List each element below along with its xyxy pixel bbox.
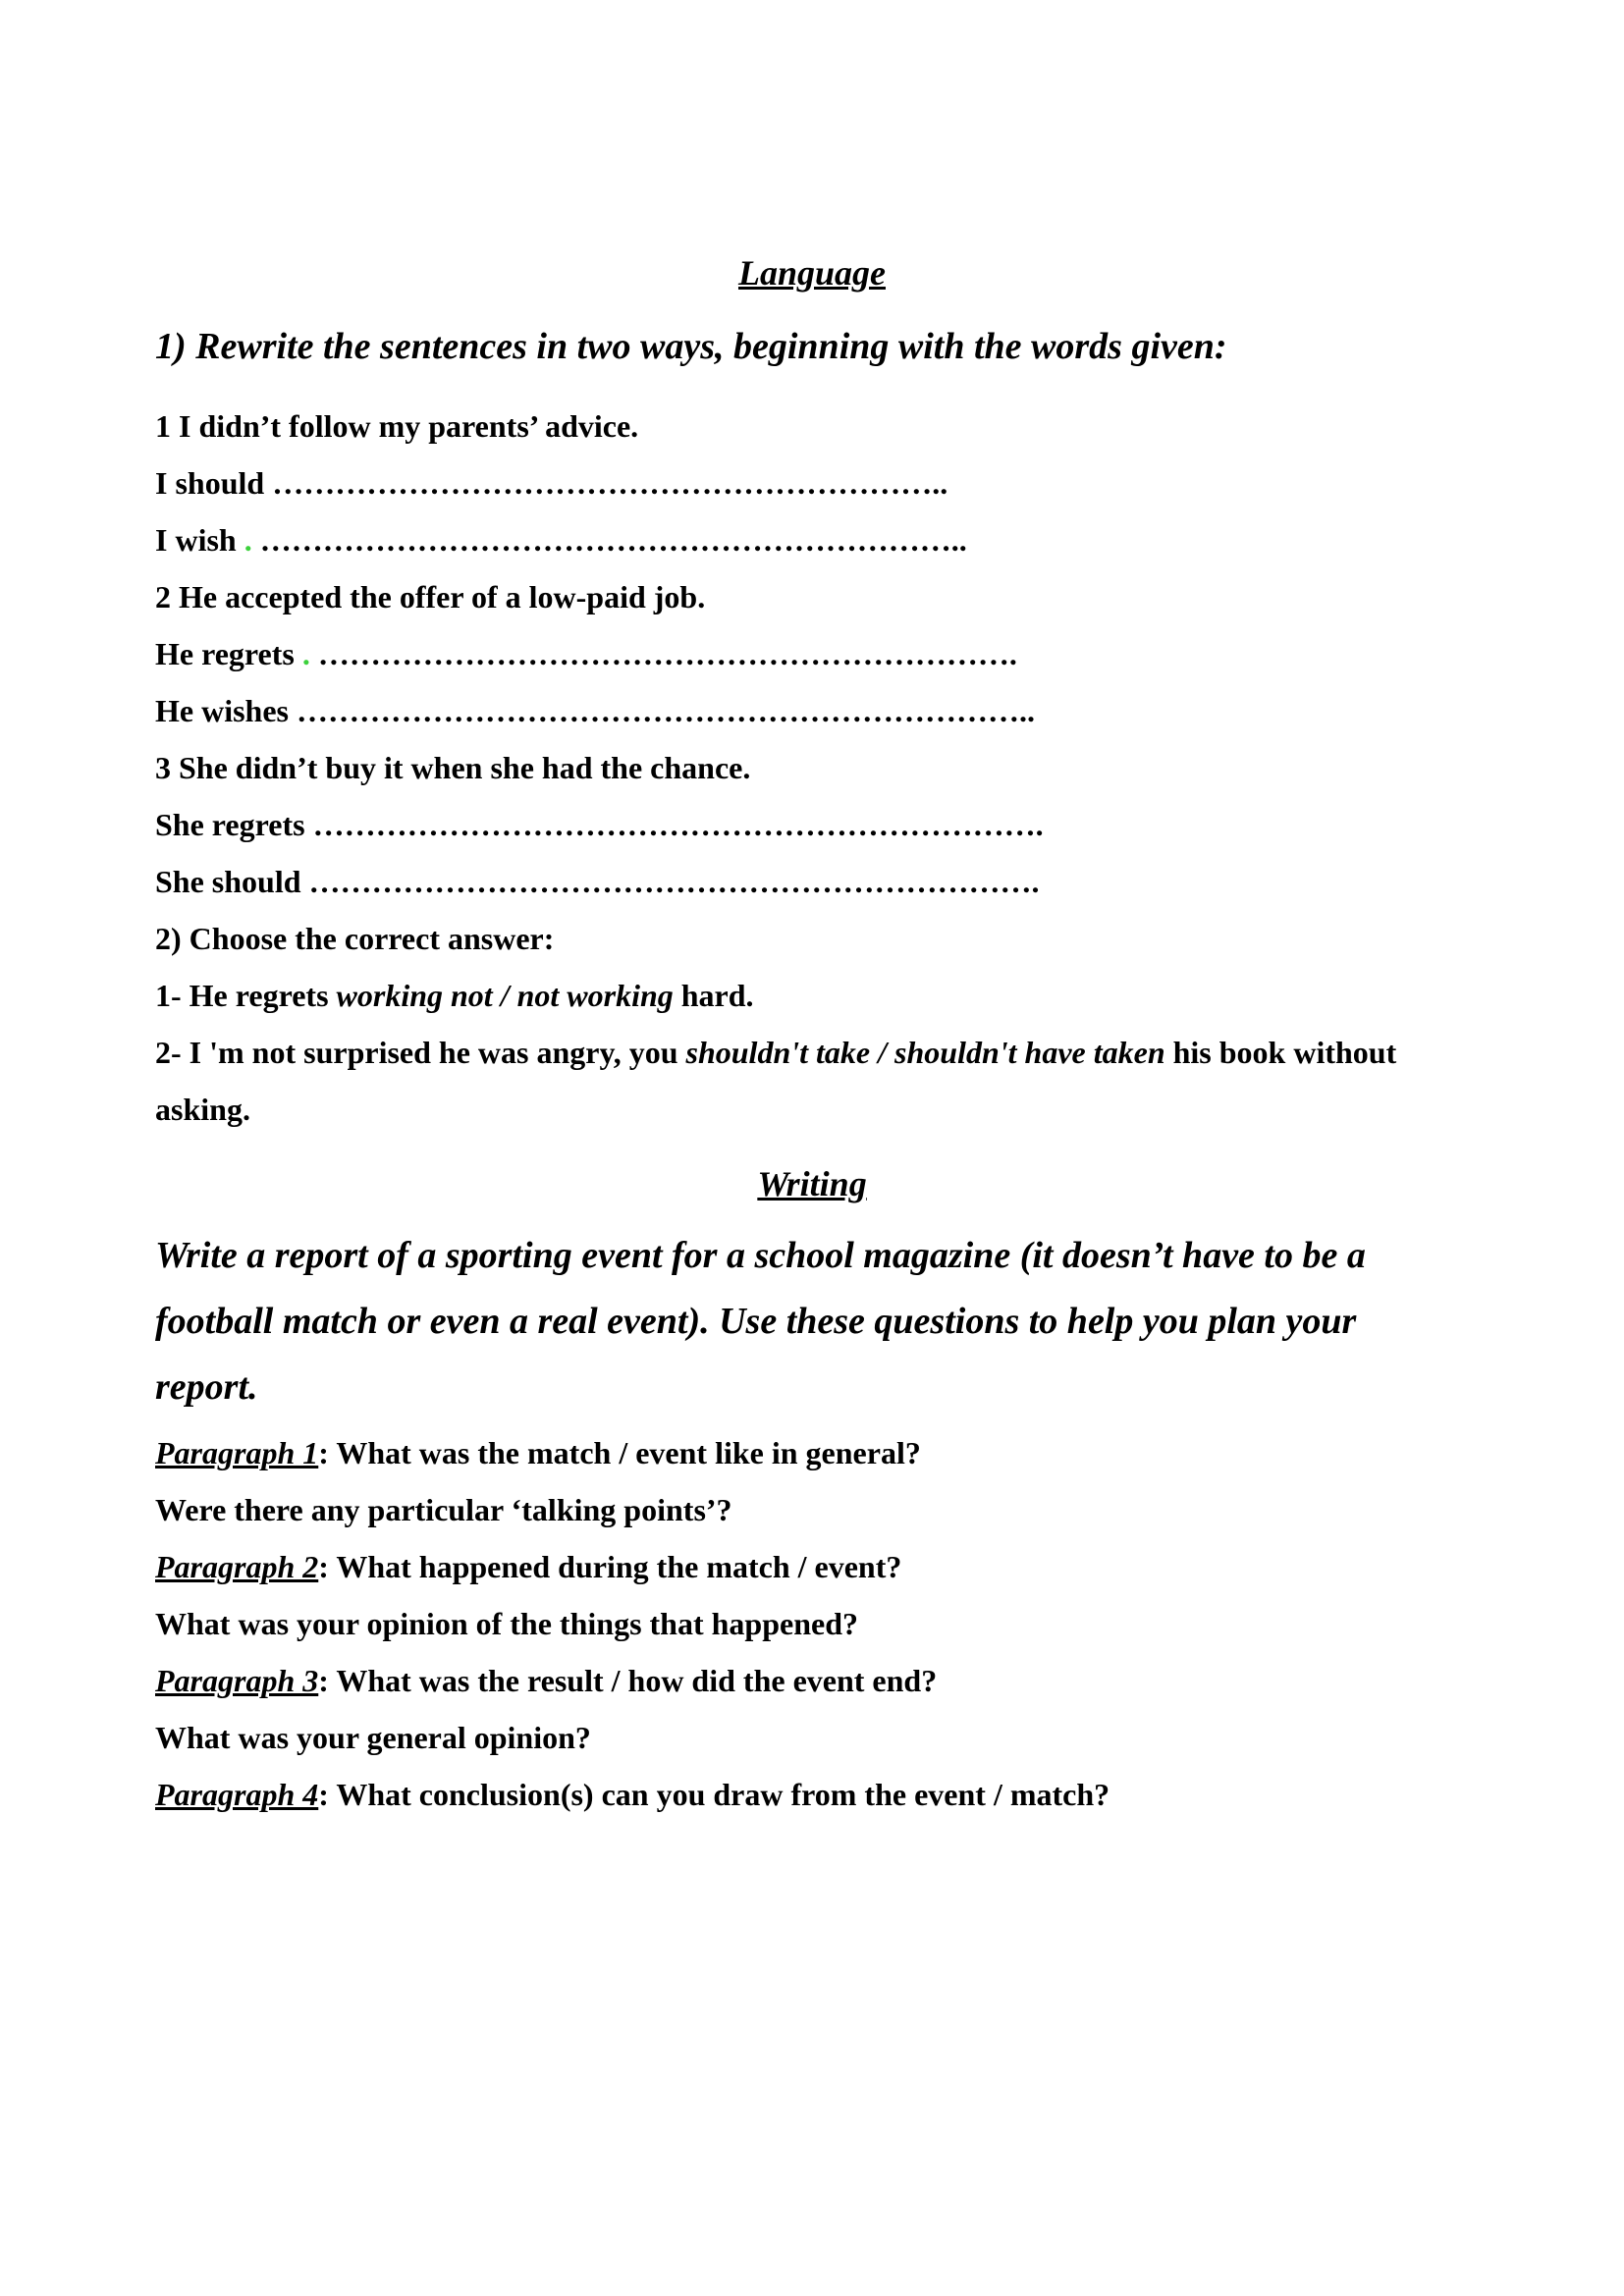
item-3-answer-a: She regrets ……………………………………………………………. xyxy=(155,807,1044,842)
green-mark: . xyxy=(244,522,252,558)
choice-2-options: shouldn't take / shouldn't have taken xyxy=(685,1035,1165,1070)
paragraph-1-label: Paragraph 1 xyxy=(155,1435,319,1470)
choice-2-end: his book without xyxy=(1164,1035,1397,1070)
paragraph-3-q2: What was your general opinion? xyxy=(155,1720,591,1755)
choice-1-options: working not / not working xyxy=(336,978,674,1013)
paragraph-1-q1: : What was the match / event like in general? xyxy=(318,1435,921,1470)
writing-task-line-2: football match or even a real event). Use these questions to help you plan your xyxy=(155,1301,1357,1342)
item-1-sentence: 1 I didn’t follow my parents’ advice. xyxy=(155,408,639,444)
choice-2-start: 2- I 'm not surprised he was angry, you xyxy=(155,1035,686,1070)
paragraph-1-question xyxy=(155,1433,921,1472)
item-1-b-start: I wish xyxy=(155,522,244,558)
item-2-a-start: He regrets xyxy=(155,636,302,671)
item-2-sentence: 2 He accepted the offer of a low-paid job. xyxy=(155,579,706,614)
paragraph-2-q1: : What happened during the match / event? xyxy=(318,1549,902,1584)
item-3-sentence: 3 She didn’t buy it when she had the chance. xyxy=(155,750,751,785)
choice-1-end: hard. xyxy=(673,978,754,1013)
item-1-answer-b xyxy=(155,520,967,560)
writing-heading: Writing xyxy=(757,1164,867,1203)
paragraph-2-question xyxy=(155,1547,901,1586)
item-2-answer-a xyxy=(155,634,1017,673)
item-2-a-rest: …………………………………………………………. xyxy=(309,636,1017,671)
task-1-instruction: 1) Rewrite the sentences in two ways, beginning with the words given: xyxy=(155,326,1227,367)
paragraph-4-question xyxy=(155,1775,1110,1814)
choice-1-start: 1- He regrets xyxy=(155,978,337,1013)
paragraph-2-label: Paragraph 2 xyxy=(155,1549,319,1584)
item-1-b-rest: ………………………………………………………….. xyxy=(251,522,967,558)
choice-1 xyxy=(155,976,754,1015)
choice-2-continued: asking. xyxy=(155,1092,250,1127)
green-mark: . xyxy=(301,636,310,671)
item-2-answer-b: He wishes …………………………………………………………….. xyxy=(155,693,1035,728)
paragraph-1-q2: Were there any particular ‘talking points’? xyxy=(155,1492,732,1527)
language-heading: Language xyxy=(737,253,886,293)
choice-2 xyxy=(155,1033,1396,1072)
item-1-answer-a: I should ……………………………………………………….. xyxy=(155,465,948,501)
paragraph-3-question xyxy=(155,1661,937,1700)
paragraph-3-label: Paragraph 3 xyxy=(155,1663,319,1698)
paragraph-4-q1: : What conclusion(s) can you draw from the event / match? xyxy=(318,1777,1110,1812)
paragraph-4-label: Paragraph 4 xyxy=(155,1777,319,1812)
paragraph-3-q1: : What was the result / how did the event end? xyxy=(318,1663,938,1698)
task-2-instruction: 2) Choose the correct answer: xyxy=(155,921,555,956)
paragraph-2-q2: What was your opinion of the things that happened? xyxy=(155,1606,859,1641)
writing-task-line-3: report. xyxy=(155,1366,258,1408)
writing-task-line-1: Write a report of a sporting event for a school magazine (it doesn’t have to be a xyxy=(155,1235,1366,1276)
item-3-answer-b: She should ……………………………………………………………. xyxy=(155,864,1040,899)
